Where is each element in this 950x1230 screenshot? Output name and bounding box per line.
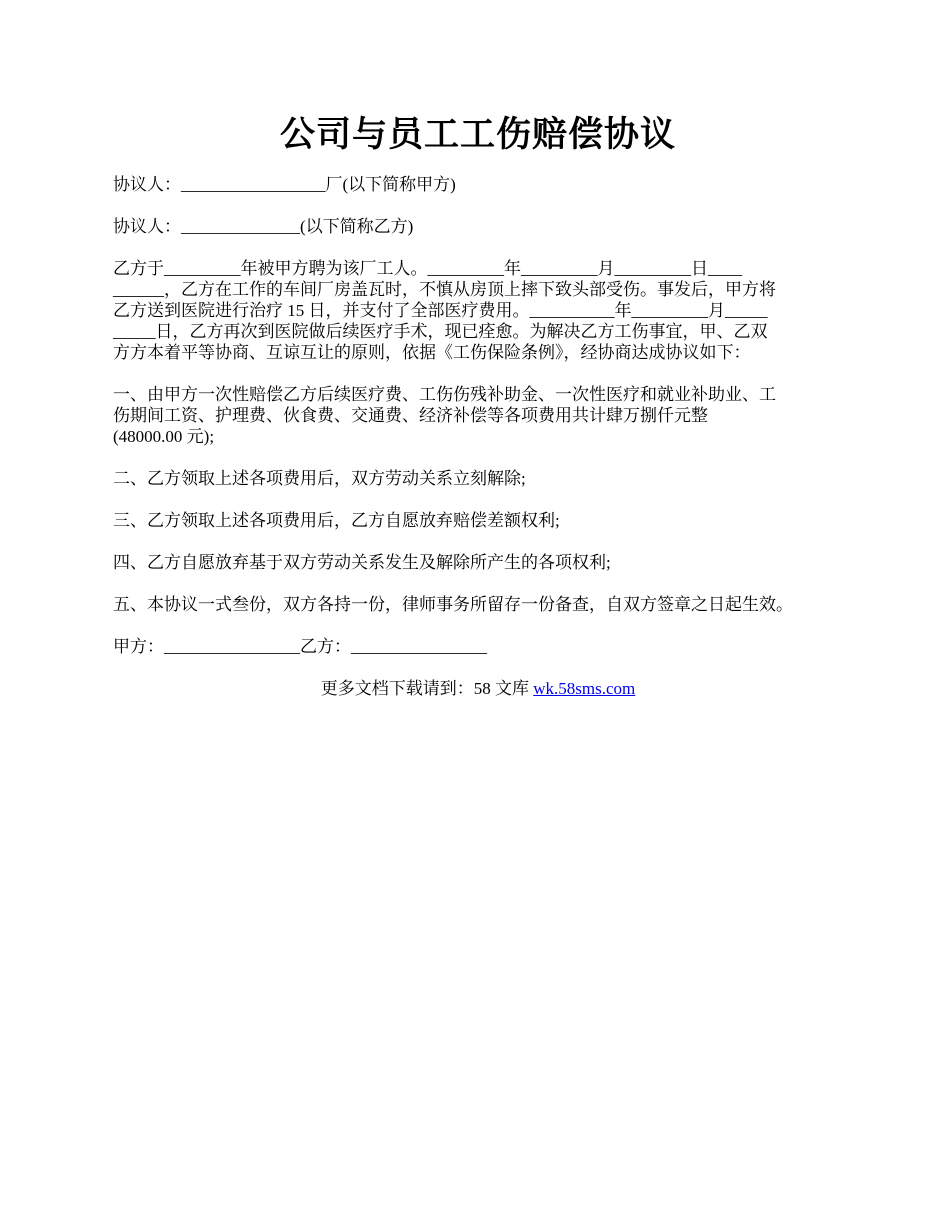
clause-4: 四、乙方自愿放弃基于双方劳动关系发生及解除所产生的各项权利; — [113, 553, 611, 572]
party-b-line: 协议人：______________(以下简称乙方) — [113, 217, 414, 236]
footer-link[interactable]: wk.58sms.com — [533, 679, 636, 698]
clause-5: 五、本协议一式叁份，双方各持一份，律师事务所留存一份备查，自双方签章之日起生效。 — [113, 595, 793, 614]
signature-line: 甲方：________________乙方：________________ — [113, 637, 487, 656]
clause-1: 一、由甲方一次性赔偿乙方后续医疗费、工伤伤残补助金、一次性医疗和就业补助业、工 伤期间工资、护理费、伙食费、交通费、经济补偿等各项费用共计肆万捌仟元整 (48000.00 元); — [113, 385, 776, 446]
background-paragraph: 乙方于_________年被甲方聘为该厂工人。_________年_________月_________日____ ______，乙方在工作的车间厂房盖瓦时，不慎从房顶上摔下致头部受伤。事发后，甲方将 乙方送到医院进行治疗 15 日，并支付了全部医疗费用。__________年_________月_____ _____日，乙方再次到医院做后续医疗手术，现已痊愈。为解决乙方工伤事宜，甲、乙双 方方本着平等协商、互谅互让的原则，依据《工伤保险条例》，经协商达成协议如下： — [113, 259, 776, 362]
document-title: 公司与员工工伤赔偿协议 — [279, 115, 676, 154]
footer — [113, 678, 843, 699]
document-page — [113, 110, 853, 699]
clause-2: 二、乙方领取上述各项费用后，双方劳动关系立刻解除; — [113, 469, 526, 488]
party-a-line: 协议人：_________________厂(以下简称甲方) — [113, 175, 456, 194]
clause-3: 三、乙方领取上述各项费用后，乙方自愿放弃赔偿差额权利; — [113, 511, 560, 530]
footer-text: 更多文档下载请到：58 文库 — [320, 679, 534, 698]
